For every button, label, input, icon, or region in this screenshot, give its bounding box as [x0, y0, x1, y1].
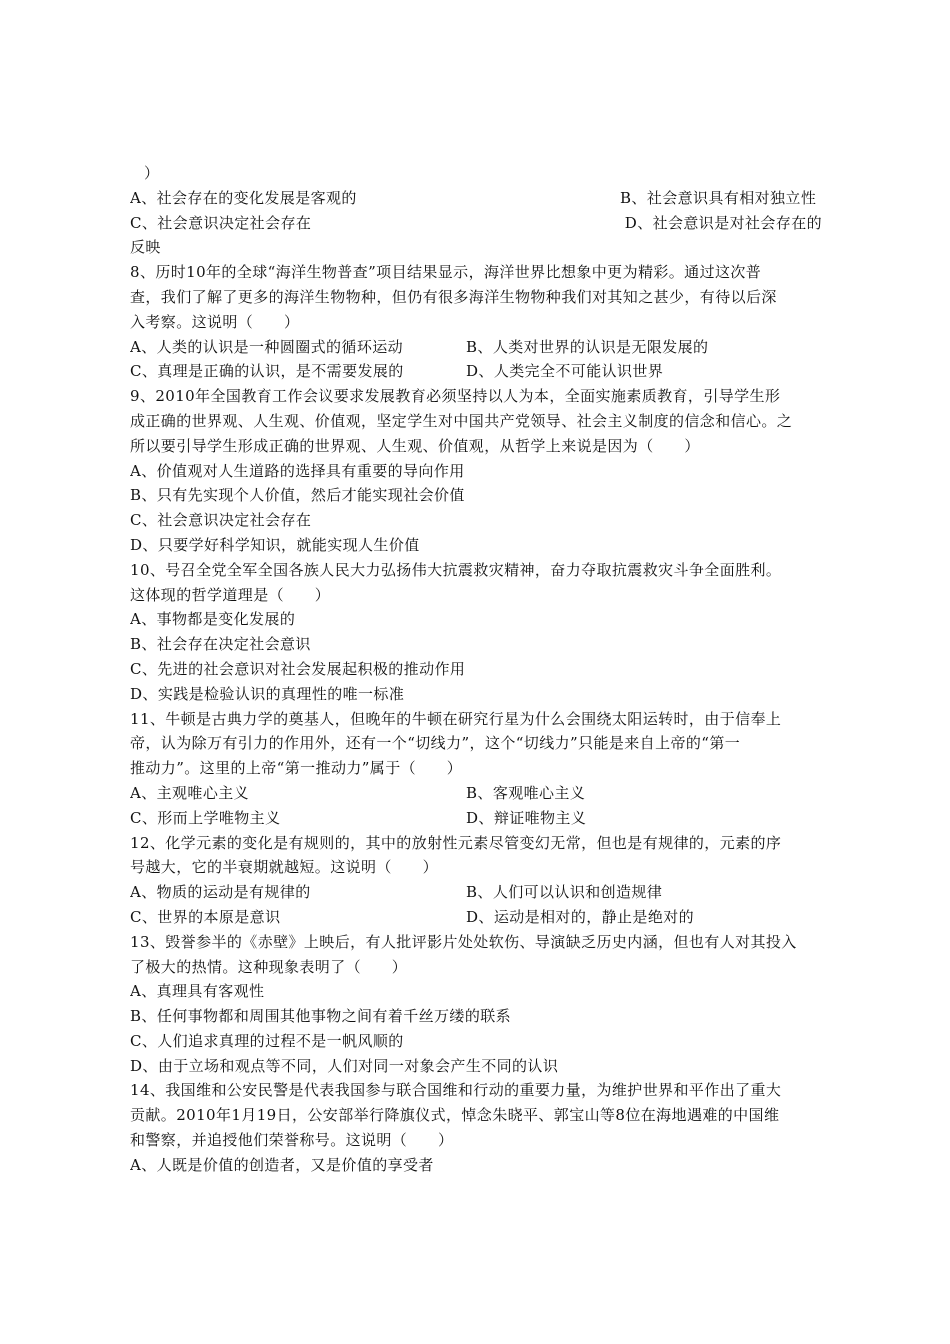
question-14 [130, 1078, 822, 1177]
option-b: B、人类对世界的认识是无限发展的 [466, 337, 709, 356]
question-14-stem-line: 14、我国维和公安民警是代表我国参与联合国维和行动的重要力量，为维护世界和平作出了重大 [130, 1081, 782, 1100]
question-10-stem-line: 10、号召全党全军全国各族人民大力弘扬伟大抗震救灾精神，奋力夺取抗震救灾斗争全面胜利。 [130, 560, 782, 579]
exam-content [130, 161, 822, 1178]
question-7-stem-tail: ） [144, 164, 160, 182]
option-b: B、人们可以认识和创造规律 [466, 883, 663, 902]
question-9-stem-line: 所以要引导学生形成正确的世界观、人生观、价值观，从哲学上来说是因为（ ） [130, 436, 700, 455]
option-a: A、人既是价值的创造者，又是价值的享受者 [130, 1155, 434, 1174]
option-b: B、社会存在决定社会意识 [130, 635, 311, 654]
option-d: D、人类完全不可能认识世界 [466, 362, 664, 381]
option-a: A、事物都是变化发展的 [130, 610, 296, 629]
option-c: C、人们追求真理的过程不是一帆风顺的 [130, 1031, 404, 1050]
question-8-stem-line: 8、历时10年的全球“海洋生物普查”项目结果显示，海洋世界比想象中更为精彩。通过这次普 [130, 263, 762, 282]
option-c: C、社会意识决定社会存在 [130, 511, 312, 530]
option-a: A、物质的运动是有规律的 [130, 883, 311, 902]
option-row [130, 806, 822, 831]
option-b: B、只有先实现个人价值，然后才能实现社会价值 [130, 486, 465, 505]
question-13-stem-line: 了极大的热情。这种现象表明了（ ） [130, 957, 408, 976]
question-14-stem-line: 贡献。2010年1月19日，公安部举行降旗仪式，悼念朱晓平、郭宝山等8位在海地遇难的中国维 [130, 1106, 780, 1125]
question-12-stem-line: 号越大，它的半衰期就越短。这说明（ ） [130, 858, 439, 877]
question-8-stem-line: 查，我们了解了更多的海洋生物物种，但仍有很多海洋生物物种我们对其知之甚少，有待以后深 [130, 287, 777, 306]
question-12-stem-line: 12、化学元素的变化是有规则的，其中的放射性元素尽管变幻无常，但也是有规律的，元素的序 [130, 833, 782, 852]
option-b: B、社会意识具有相对独立性 [620, 188, 817, 207]
question-11 [130, 707, 822, 831]
option-d: D、只要学好科学知识，就能实现人生价值 [130, 535, 420, 554]
option-row [130, 186, 822, 211]
option-c: C、真理是正确的认识，是不需要发展的 [130, 362, 404, 381]
option-a: A、价值观对人生道路的选择具有重要的导向作用 [130, 461, 465, 480]
option-d: D、运动是相对的，静止是绝对的 [466, 907, 695, 926]
question-11-stem-line: 推动力”。这里的上帝“第一推动力”属于（ ） [130, 759, 463, 778]
question-12 [130, 831, 822, 930]
question-7 [130, 161, 822, 260]
option-d: D、由于立场和观点等不同，人们对同一对象会产生不同的认识 [130, 1056, 559, 1075]
question-8 [130, 260, 822, 384]
question-9-stem-line: 成正确的世界观、人生观、价值观，坚定学生对中国共产党领导、社会主义制度的信念和信心。之 [130, 411, 793, 430]
option-row [130, 905, 822, 930]
option-d: D、社会意识是对社会存在的 [624, 213, 822, 232]
question-11-stem-line: 帝，认为除万有引力的作用外，还有一个“切线力”，这个“切线力”只能是来自上帝的“第一 [130, 734, 741, 753]
question-14-stem-line: 和警察，并追授他们荣誉称号。这说明（ ） [130, 1131, 454, 1150]
option-b: B、客观唯心主义 [466, 783, 586, 802]
option-d: D、辩证唯物主义 [466, 808, 587, 827]
option-a: A、真理具有客观性 [130, 982, 265, 1001]
question-9 [130, 384, 822, 558]
option-row [130, 781, 822, 806]
question-10 [130, 558, 822, 707]
option-a: A、人类的认识是一种圆圈式的循环运动 [130, 337, 404, 356]
question-9-stem-line: 9、2010年全国教育工作会议要求发展教育必须坚持以人为本，全面实施素质教育，引导学生形 [130, 387, 781, 406]
option-row [130, 335, 822, 360]
question-13-stem-line: 13、毁誉参半的《赤壁》上映后，有人批评影片处处软伤、导演缺乏历史内涵，但也有人对其投入 [130, 932, 797, 951]
question-11-stem-line: 11、牛顿是古典力学的奠基人，但晚年的牛顿在研究行星为什么会围绕太阳运转时，由于信奉上 [130, 709, 782, 728]
option-row [130, 359, 822, 384]
option-c: C、先进的社会意识对社会发展起积极的推动作用 [130, 659, 466, 678]
option-d: D、实践是检验认识的真理性的唯一标准 [130, 684, 405, 703]
option-d-continued: 反映 [130, 238, 161, 257]
option-a: A、社会存在的变化发展是客观的 [130, 188, 357, 207]
question-8-stem-line: 入考察。这说明（ ） [130, 312, 300, 331]
option-c: C、形而上学唯物主义 [130, 808, 281, 827]
option-b: B、任何事物都和周围其他事物之间有着千丝万缕的联系 [130, 1007, 512, 1026]
option-row [130, 880, 822, 905]
option-row [130, 211, 822, 236]
option-c: C、社会意识决定社会存在 [130, 213, 312, 232]
option-a: A、主观唯心主义 [130, 783, 250, 802]
option-c: C、世界的本原是意识 [130, 907, 281, 926]
question-10-stem-line: 这体现的哲学道理是（ ） [130, 585, 331, 604]
question-13 [130, 930, 822, 1079]
